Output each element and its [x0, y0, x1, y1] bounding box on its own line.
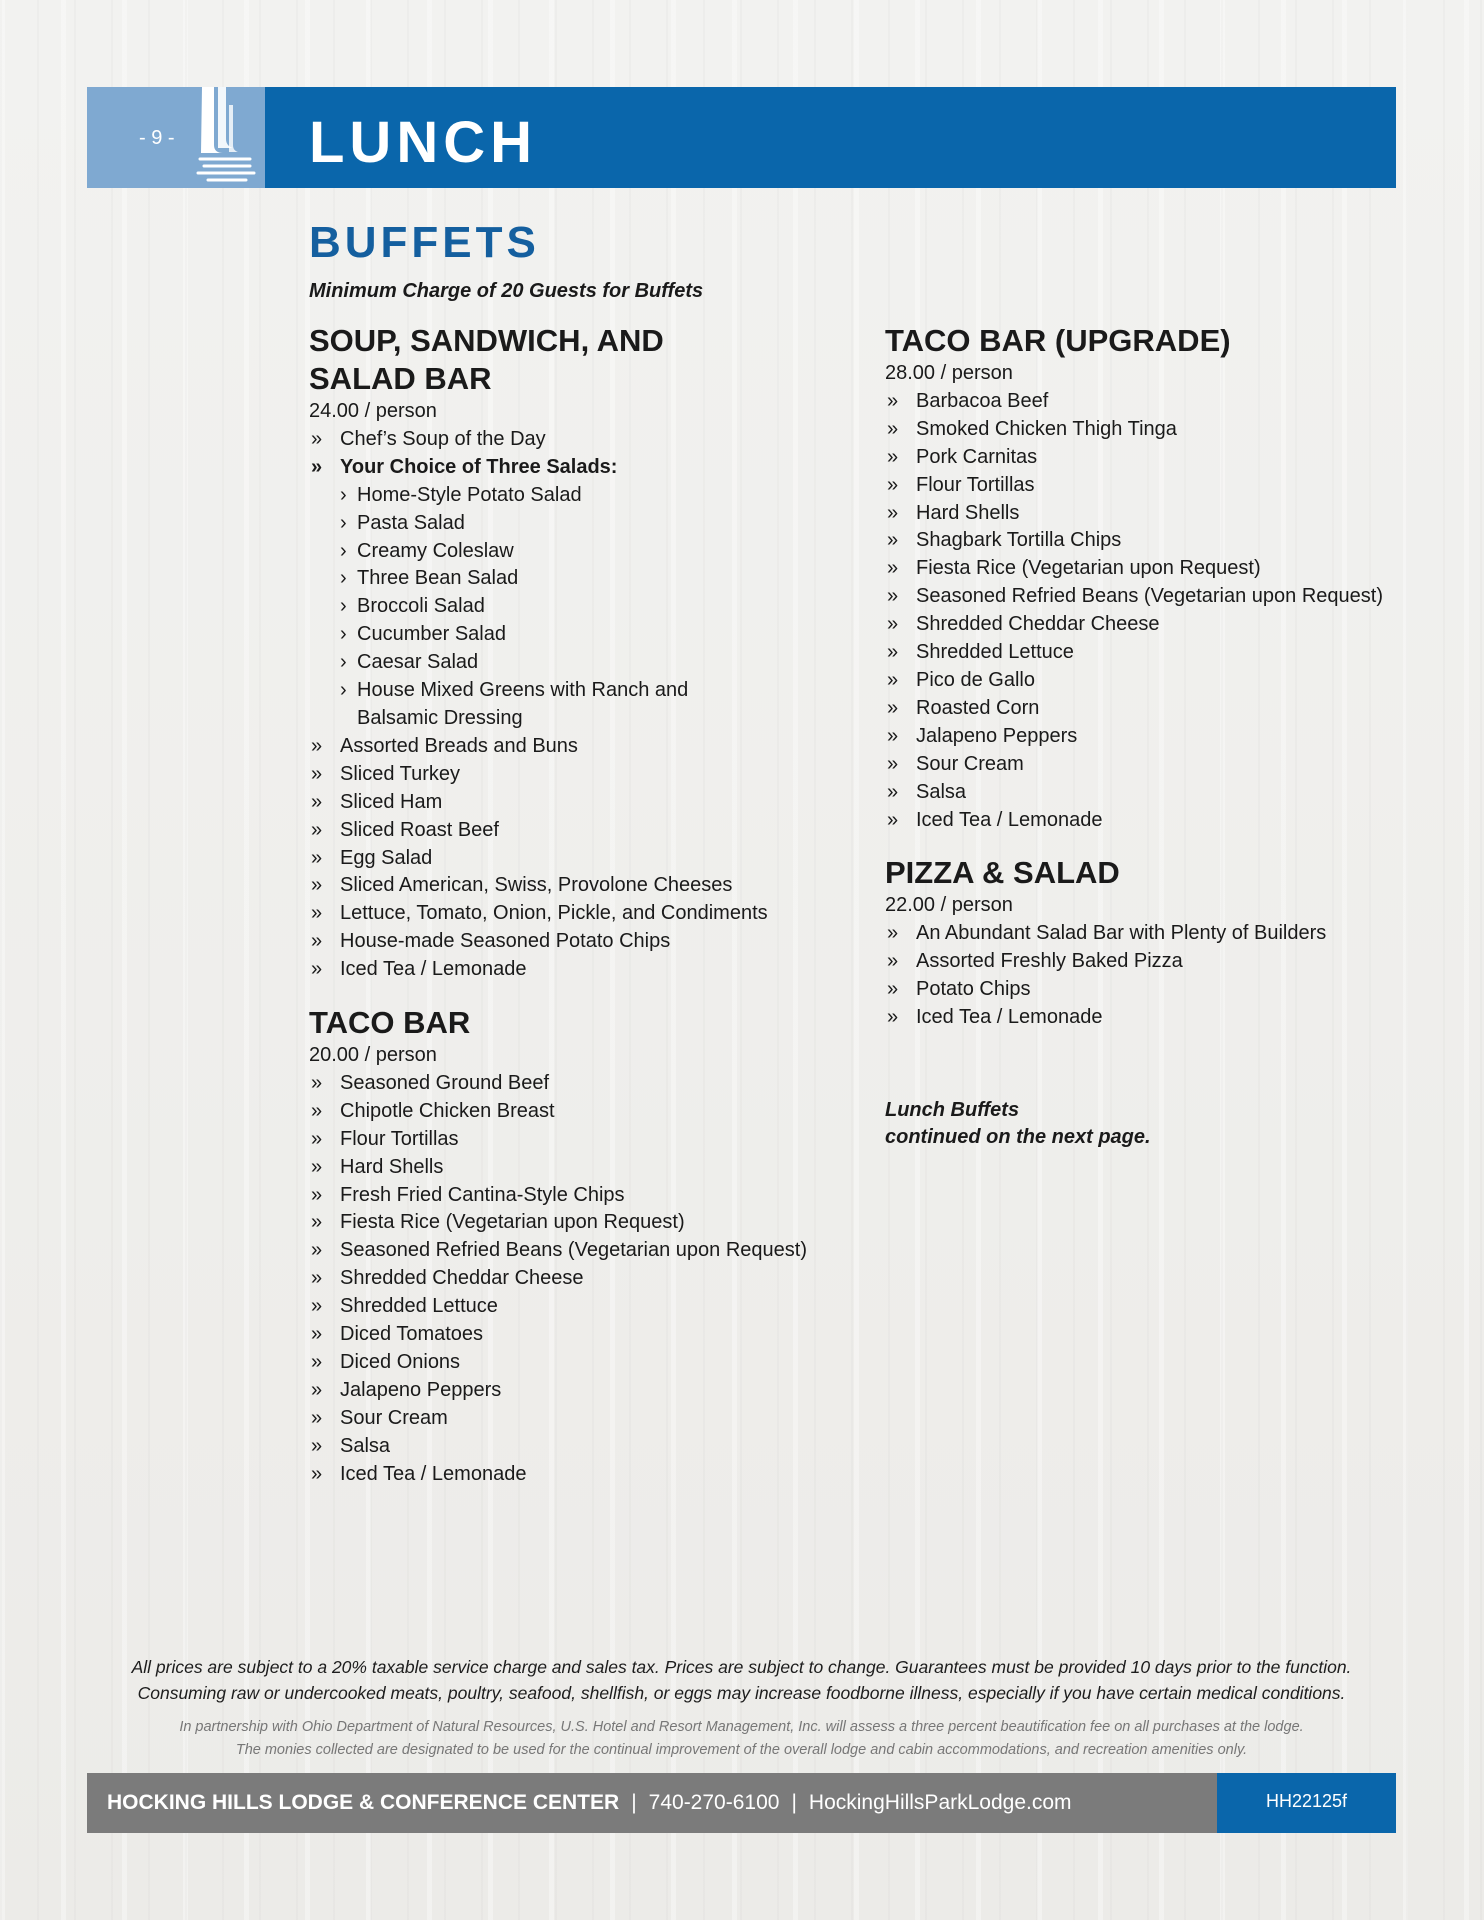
document-code: HH22125f — [1217, 1773, 1396, 1833]
menu-title: SOUP, SANDWICH, AND SALAD BAR — [309, 323, 664, 396]
disclaimer-line: All prices are subject to a 20% taxable service charge and sales tax. Prices are subject to change. Guarantees must be provided 10 days prior to the function. — [131, 1657, 1352, 1677]
list-item: » Assorted Freshly Baked Pizza — [885, 948, 1425, 976]
sub-list-item: › House Mixed Greens with Ranch and Balsamic Dressing — [309, 677, 697, 733]
partnership-disclaimer — [87, 1716, 1396, 1762]
list-item: » Your Choice of Three Salads: — [309, 454, 869, 482]
menu-items — [885, 920, 1425, 1032]
waterfall-icon — [192, 87, 264, 188]
list-item: » An Abundant Salad Bar with Plenty of Builders — [885, 920, 1425, 948]
list-item: » Shredded Lettuce — [885, 639, 1425, 667]
list-item: » Barbacoa Beef — [885, 388, 1425, 416]
continued-line-2: continued on the next page. — [885, 1126, 1151, 1148]
list-item: » Iced Tea / Lemonade — [885, 807, 1425, 835]
menu-items — [309, 426, 869, 984]
menu-title: TACO BAR — [309, 1005, 471, 1041]
list-item: » Seasoned Refried Beans (Vegetarian upon Request) — [885, 583, 1425, 611]
sub-list-item: › Caesar Salad — [309, 649, 869, 677]
list-item: » Shagbark Tortilla Chips — [885, 527, 1425, 555]
list-item: » Salsa — [885, 779, 1425, 807]
list-item: » Sliced American, Swiss, Provolone Cheeses — [309, 872, 869, 900]
right-column — [885, 322, 1425, 1052]
list-item: » Lettuce, Tomato, Onion, Pickle, and Condiments — [309, 900, 869, 928]
footer-contact — [87, 1773, 1217, 1833]
list-item: » Hard Shells — [309, 1154, 869, 1182]
section-title: BUFFETS — [309, 218, 540, 267]
list-item: » Flour Tortillas — [885, 472, 1425, 500]
list-item: » Sliced Turkey — [309, 761, 869, 789]
sub-list-item: › Broccoli Salad — [309, 593, 869, 621]
list-item: » Iced Tea / Lemonade — [309, 1461, 869, 1489]
list-item: » Pork Carnitas — [885, 444, 1425, 472]
list-item: » Pico de Gallo — [885, 667, 1425, 695]
list-item: » Hard Shells — [885, 500, 1425, 528]
sub-list-item: › Pasta Salad — [309, 510, 869, 538]
menu-price: 20.00 / person — [309, 1044, 437, 1067]
continued-line-1: Lunch Buffets — [885, 1099, 1020, 1121]
sub-list-item: › Cucumber Salad — [309, 621, 869, 649]
list-item: » Fiesta Rice (Vegetarian upon Request) — [309, 1209, 869, 1237]
minimum-charge-note: Minimum Charge of 20 Guests for Buffets — [309, 280, 704, 302]
list-item: » Chef’s Soup of the Day — [309, 426, 869, 454]
continued-note — [885, 1097, 1151, 1151]
list-item: » Smoked Chicken Thigh Tinga — [885, 416, 1425, 444]
list-item: » Jalapeno Peppers — [309, 1377, 869, 1405]
list-item: » Jalapeno Peppers — [885, 723, 1425, 751]
list-item: » Diced Onions — [309, 1349, 869, 1377]
list-item: » Seasoned Ground Beef — [309, 1070, 869, 1098]
phone-number[interactable]: 740-270-6100 — [648, 1791, 780, 1814]
left-column — [309, 322, 869, 1509]
menu-price: 22.00 / person — [885, 894, 1013, 917]
list-item: » Flour Tortillas — [309, 1126, 869, 1154]
sub-list-item: › Creamy Coleslaw — [309, 538, 869, 566]
list-item: » Roasted Corn — [885, 695, 1425, 723]
disclaimer-line: In partnership with Ohio Department of Natural Resources, U.S. Hotel and Resort Management, Inc. will assess a three percent beautification fee on all purchases at the lodge. — [179, 1719, 1304, 1735]
list-item: » Iced Tea / Lemonade — [885, 1004, 1425, 1032]
menu-title: TACO BAR (UPGRADE) — [885, 323, 1231, 358]
disclaimer-line: Consuming raw or undercooked meats, poultry, seafood, shellfish, or eggs may increase foodborne illness, especially if you have certain medical conditions. — [137, 1683, 1346, 1703]
list-item: » Sour Cream — [885, 751, 1425, 779]
menu-taco-bar — [309, 1004, 869, 1489]
list-item: » Sliced Roast Beef — [309, 817, 869, 845]
list-item: » Assorted Breads and Buns — [309, 733, 869, 761]
page-title: LUNCH — [309, 110, 537, 175]
list-item: » Iced Tea / Lemonade — [309, 956, 869, 984]
pricing-disclaimer — [87, 1654, 1396, 1706]
list-item: » Sour Cream — [309, 1405, 869, 1433]
list-item: » Fiesta Rice (Vegetarian upon Request) — [885, 555, 1425, 583]
list-item: » Shredded Cheddar Cheese — [885, 611, 1425, 639]
list-item: » Diced Tomatoes — [309, 1321, 869, 1349]
page-number: - 9 - — [139, 127, 175, 149]
sub-list-item: › Three Bean Salad — [309, 565, 869, 593]
lodge-name: HOCKING HILLS LODGE & CONFERENCE CENTER — [107, 1791, 620, 1814]
page-number-box — [87, 87, 265, 188]
title-bar — [265, 87, 1396, 188]
list-item: » Chipotle Chicken Breast — [309, 1098, 869, 1126]
list-item: » Potato Chips — [885, 976, 1425, 1004]
list-item: » Shredded Lettuce — [309, 1293, 869, 1321]
sub-list-item: › Home-Style Potato Salad — [309, 482, 869, 510]
list-item: » Egg Salad — [309, 845, 869, 873]
menu-items — [309, 1070, 869, 1489]
menu-pizza-salad — [885, 854, 1425, 1032]
menu-price: 24.00 / person — [309, 400, 437, 422]
menu-title: PIZZA & SALAD — [885, 855, 1120, 891]
page-header — [87, 87, 1396, 188]
menu-items — [885, 388, 1425, 835]
page-footer — [87, 1773, 1396, 1833]
list-item: » House-made Seasoned Potato Chips — [309, 928, 869, 956]
website-link[interactable]: HockingHillsParkLodge.com — [808, 1791, 1072, 1814]
footer-separator: | — [631, 1791, 637, 1814]
menu-taco-bar-upgrade — [885, 322, 1425, 834]
footer-separator: | — [791, 1791, 797, 1814]
menu-soup-sandwich-salad — [309, 322, 869, 984]
menu-price: 28.00 / person — [885, 362, 1013, 384]
list-item: » Salsa — [309, 1433, 869, 1461]
disclaimer-line: The monies collected are designated to be used for the continual improvement of the overall lodge and cabin accommodations, and recreation amenities only. — [235, 1742, 1248, 1758]
list-item: » Sliced Ham — [309, 789, 869, 817]
list-item: » Shredded Cheddar Cheese — [309, 1265, 869, 1293]
list-item: » Seasoned Refried Beans (Vegetarian upon Request) — [309, 1237, 869, 1265]
list-item: » Fresh Fried Cantina-Style Chips — [309, 1182, 869, 1210]
